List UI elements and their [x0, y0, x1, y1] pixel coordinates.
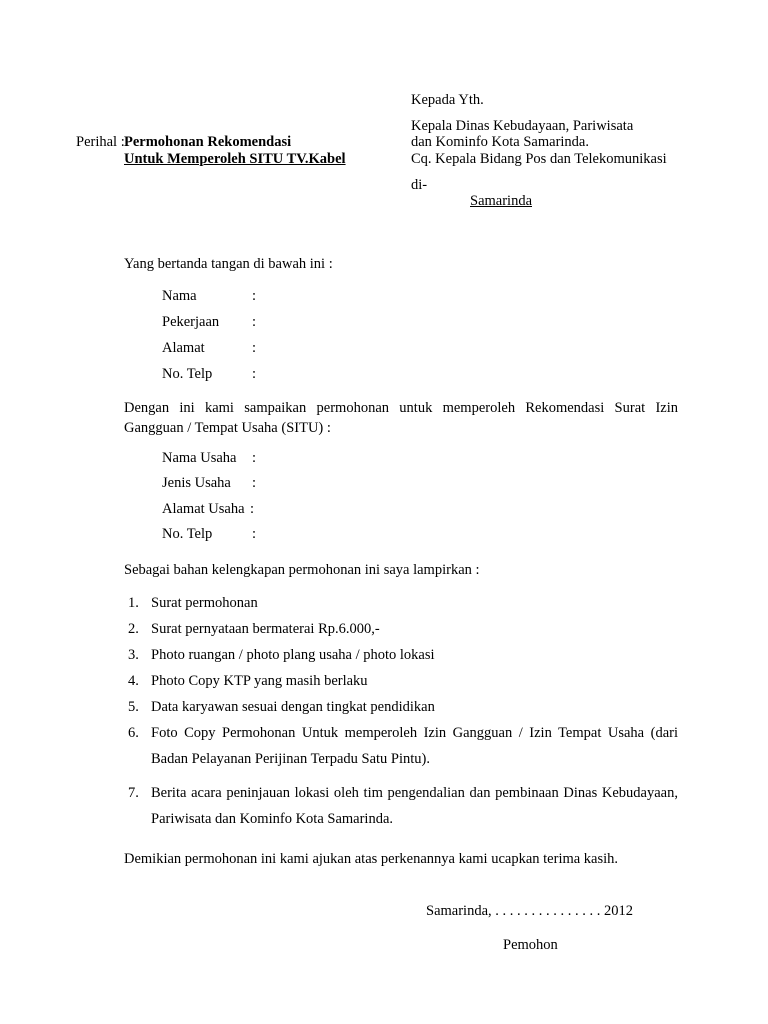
subject-line-2: Untuk Memperoleh SITU TV.Kabel — [124, 151, 346, 167]
field-label: No. Telp — [162, 366, 213, 382]
field-colon: : — [252, 450, 257, 466]
field-label: Nama Usaha — [162, 450, 237, 466]
subject-line-1: Permohonan Rekomendasi — [124, 134, 292, 150]
list-item: Surat pernyataan bermaterai Rp.6.000,- — [151, 621, 380, 637]
list-item: Photo Copy KTP yang masih berlaku — [151, 673, 368, 689]
recipient-di: di- — [411, 177, 428, 193]
field-label: Pekerjaan — [162, 314, 220, 330]
closing-text: Demikian permohonan ini kami ajukan atas perkenannya kami ucapkan terima kasih. — [124, 851, 619, 867]
signature-place-date: Samarinda, . . . . . . . . . . . . . . . 2012 — [426, 903, 634, 919]
list-item: Berita acara peninjauan lokasi oleh tim pengendalian dan pembinaan Dinas Kebudayaan, Pariwisata dan Kominfo Kota Samarinda. — [151, 785, 678, 827]
list-number: 6. — [128, 725, 139, 741]
list-number: 4. — [128, 673, 139, 689]
recipient-city: Samarinda — [470, 193, 533, 209]
list-number: 1. — [128, 595, 139, 611]
field-colon: : — [252, 314, 257, 330]
subject-label: Perihal : — [76, 134, 125, 150]
signature-role: Pemohon — [503, 937, 558, 953]
list-item: Foto Copy Permohonan Untuk memperoleh Izin Gangguan / Izin Tempat Usaha (dari Badan Pelayanan Perijinan Terpadu Satu Pintu). — [151, 725, 678, 767]
recipient-line: dan Kominfo Kota Samarinda. — [411, 134, 589, 150]
field-label: Alamat — [162, 340, 205, 356]
field-colon: : — [252, 475, 257, 491]
list-number: 3. — [128, 647, 139, 663]
field-colon: : — [252, 288, 257, 304]
field-colon: : — [252, 526, 257, 542]
recipient-line: Kepala Dinas Kebudayaan, Pariwisata — [411, 118, 634, 134]
field-label: Jenis Usaha — [162, 475, 231, 491]
list-number: 7. — [128, 785, 139, 801]
field-label: No. Telp — [162, 526, 213, 542]
intro-text: Yang bertanda tangan di bawah ini : — [124, 256, 333, 272]
field-colon: : — [252, 340, 257, 356]
attachments-intro: Sebagai bahan kelengkapan permohonan ini saya lampirkan : — [124, 562, 480, 578]
list-item: Surat permohonan — [151, 595, 258, 611]
list-item: Data karyawan sesuai dengan tingkat pendidikan — [151, 699, 435, 715]
recipient-salutation: Kepada Yth. — [411, 92, 484, 108]
list-number: 5. — [128, 699, 139, 715]
list-item: Photo ruangan / photo plang usaha / photo lokasi — [151, 647, 435, 663]
request-paragraph: Dengan ini kami sampaikan permohonan untuk memperoleh Rekomendasi Surat Izin Gangguan / Tempat Usaha (SITU) : — [124, 400, 678, 436]
list-number: 2. — [128, 621, 139, 637]
field-label: Nama — [162, 288, 197, 304]
field-colon: : — [250, 501, 255, 517]
field-label: Alamat Usaha — [162, 501, 245, 517]
field-colon: : — [252, 366, 257, 382]
recipient-line: Cq. Kepala Bidang Pos dan Telekomunikasi — [411, 151, 667, 167]
